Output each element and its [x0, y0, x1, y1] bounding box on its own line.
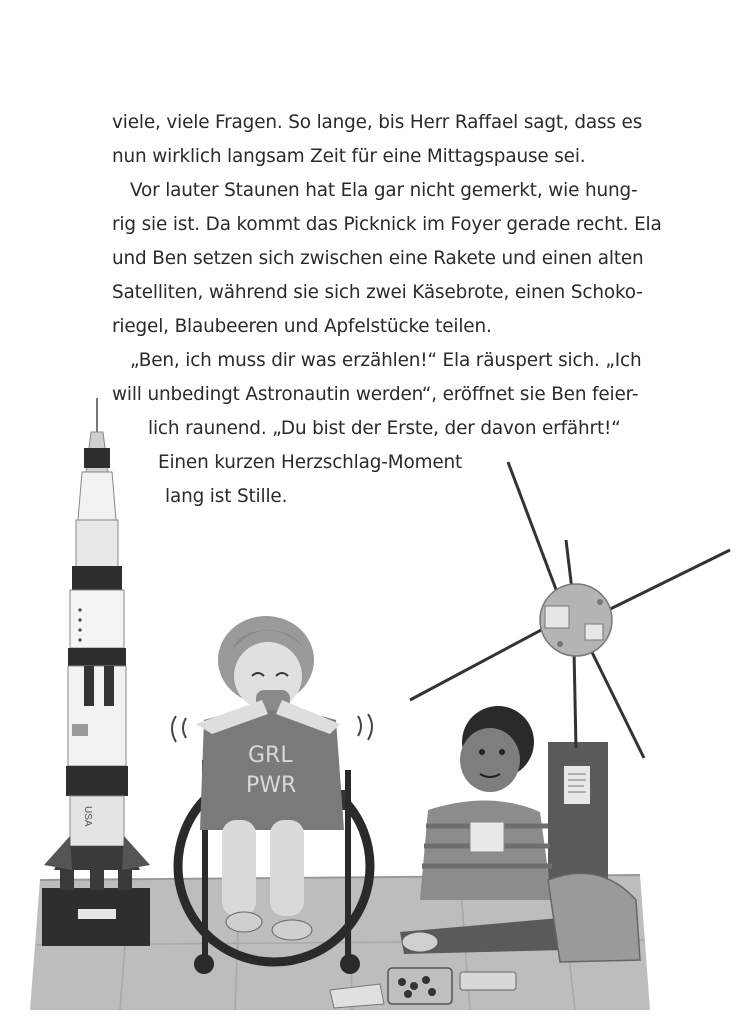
story-line: rig sie ist. Da kommt das Picknick im Foyer gerade recht. Ela — [112, 214, 662, 235]
shirt-text-grl: GRL — [248, 743, 293, 768]
story-line: Satelliten, während sie sich zwei Käsebrote, einen Schoko- — [112, 282, 643, 303]
story-line: Vor lauter Staunen hat Ela gar nicht gemerkt, wie hung- — [130, 180, 638, 201]
story-line: viele, viele Fragen. So lange, bis Herr Raffael sagt, dass es — [112, 112, 643, 133]
story-line: lich raunend. „Du bist der Erste, der davon erfährt!“ — [148, 418, 621, 439]
satellite-pedestal — [548, 742, 608, 888]
story-line: riegel, Blaubeeren und Apfelstücke teilen. — [112, 316, 492, 337]
story-line: lang ist Stille. — [165, 486, 288, 507]
chocolate-bar — [460, 972, 516, 990]
story-line: nun wirklich langsam Zeit für eine Mittagspause sei. — [112, 146, 586, 167]
story-line: will unbedingt Astronautin werden“, eröffnet sie Ben feier- — [112, 384, 639, 405]
rocket-plaque — [78, 909, 116, 919]
story-line: Einen kurzen Herzschlag-Moment — [158, 452, 463, 473]
story-line: und Ben setzen sich zwischen eine Rakete und einen alten — [112, 248, 644, 269]
blueberry-box — [388, 968, 452, 1004]
rocket-label: USA — [82, 806, 93, 827]
rocket — [44, 398, 150, 870]
pedestal-sign — [564, 766, 590, 804]
satellite — [410, 462, 730, 758]
shirt-text-pwr: PWR — [246, 773, 297, 798]
story-line: „Ben, ich muss dir was erzählen!“ Ela räuspert sich. „Ich — [130, 350, 642, 371]
